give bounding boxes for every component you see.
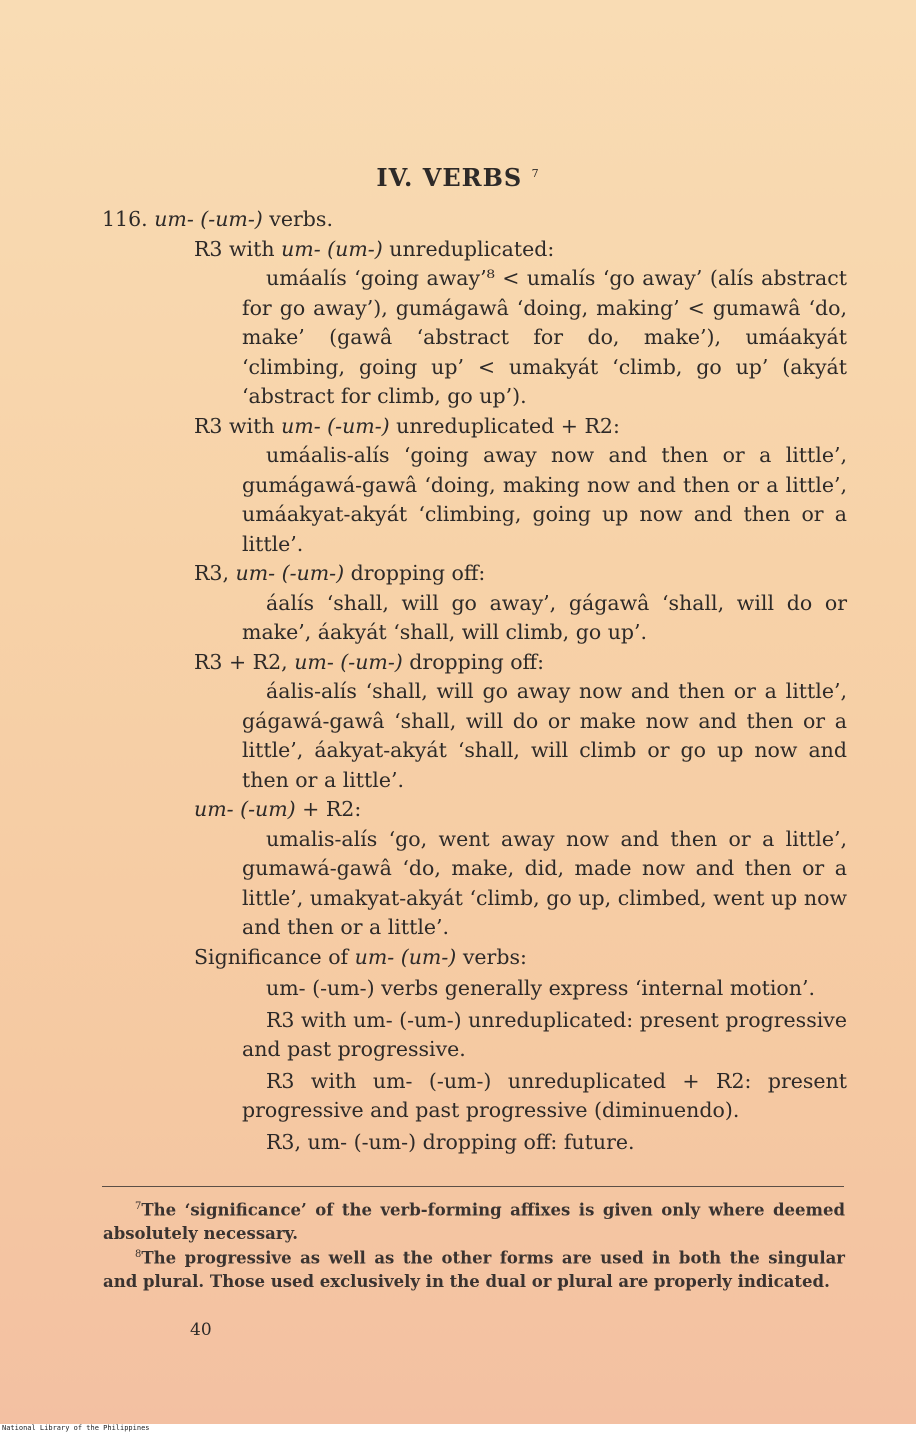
block-text: umáalis-alís ‘going away now and then or a little’, gumágawá-gawâ ‘doing, making now and then or a little’, umáakyat-akyát ‘climbing, going up now and then or a little’. <box>242 443 847 556</box>
block-label: um- (-um) + R2: <box>194 797 362 821</box>
section-heading: 116. um- (-um-) verbs. <box>102 207 333 231</box>
significance-block <box>102 943 847 1158</box>
block-5 <box>102 795 847 943</box>
footnote-8: $^8$The progressive as well as the other forms are used in both the singular and plural. Those used exclusively in the dual or plural are properly indicated. <box>103 1248 845 1291</box>
block-text: umalis-alís ‘go, went away now and then or a little’, gumawá-gawâ ‘do, make, did, made now and then or a little’, umakyat-akyát ‘climb, go up, climbed, went up now and then or a little’. <box>242 826 847 939</box>
block-label: R3, um- (-um-) dropping off: <box>194 561 486 585</box>
block-1 <box>102 235 847 412</box>
footnote-7: $^7$The ‘significance’ of the verb-forming affixes is given only where deemed absolutely necessary. <box>103 1200 845 1243</box>
block-label: R3 + R2, um- (-um-) dropping off: <box>194 649 545 674</box>
library-footer: National Library of the Philippines <box>0 1424 916 1433</box>
main-text <box>102 205 847 1157</box>
page-number: 40 <box>190 1320 212 1340</box>
block-label: R3 with um- (um-) unreduplicated: <box>194 236 555 261</box>
heading-title: IV. VERBS <box>376 163 523 192</box>
footnote-divider <box>102 1186 844 1187</box>
block-2 <box>102 412 847 560</box>
block-4 <box>102 648 847 796</box>
significance-para: R3, um- (-um-) dropping off: future. <box>266 1129 635 1154</box>
block-text: áalis-alís ‘shall, will go away now and then or a little’, gágawá-gawâ ‘shall, will do or make now and then or a little’, áakyat-akyát ‘shall, will climb or go up now and then or a little’. <box>242 679 847 792</box>
footnote-ref: 7 <box>531 167 540 180</box>
significance-para: R3 with um- (-um-) unreduplicated: present progressive and past progressive. <box>242 1007 847 1061</box>
block-3 <box>102 559 847 648</box>
significance-label: Significance of um- (um-) verbs: <box>194 944 527 969</box>
significance-para: R3 with um- (-um-) unreduplicated + R2: present progressive and past progressive (diminuendo). <box>242 1068 847 1122</box>
block-text: umáalís ‘going away’⁸ < umalís ‘go away’ (alís abstract for go away’), gumágawâ ‘doing, making’ < gumawâ ‘do, make’ (gawâ ‘abstract for do, make’), umáakyát ‘climbing, going up’ < umakyát ‘climb, go up’ (akyát ‘abstract for climb, go up’). <box>242 266 847 408</box>
block-label: R3 with um- (-um-) unreduplicated + R2: <box>194 413 620 438</box>
block-text: áalís ‘shall, will go away’, gágawâ ‘shall, will do or make’, áakyát ‘shall, will climb, go up’. <box>242 590 847 644</box>
significance-para: um- (-um-) verbs generally express ‘internal motion’. <box>266 976 815 1000</box>
chapter-heading <box>0 163 916 192</box>
